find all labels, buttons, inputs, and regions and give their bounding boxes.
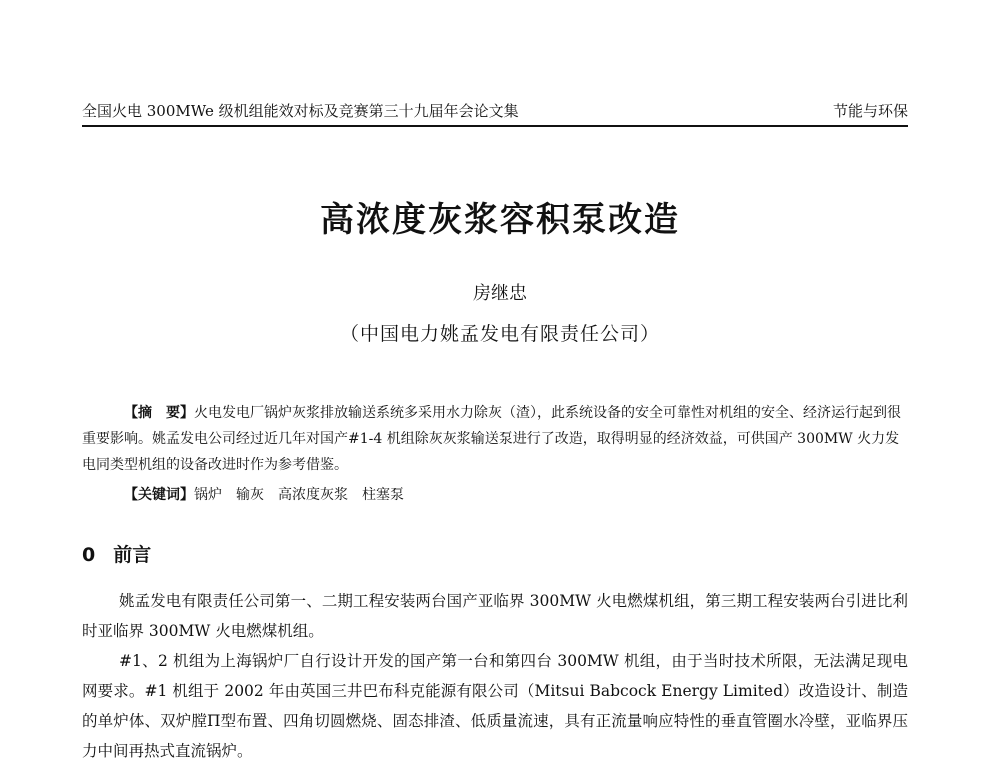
section-number: 0 [82,544,96,566]
section-category: 节能与环保 [832,102,908,120]
keyword: 锅炉 [194,487,222,503]
author: 房继忠 [473,283,527,304]
keyword: 柱塞泵 [362,487,404,503]
section-title: 前言 [113,544,152,566]
abstract-label: 【摘 要】 [124,405,194,421]
keywords [124,482,418,508]
body-paragraph: #1、2 机组为上海锅炉厂自行设计开发的国产第一台和第四台 300MW 机组，由于当时技术所限，无法满足现电网要求。#1 机组于 2002 年由英国三井巴布科克能源有限公司（Mitsui Babcock Energy Limited）改造设计、制造的单炉体、双炉膛Π型布置、四角切圆燃烧、固态排渣、低质量流速，具有正流量响应特性的垂直管圈水冷壁，亚临界压力中间再热式直流锅炉。 [82,652,908,760]
journal-title: 全国火电 300MWe 级机组能效对标及竞赛第三十九届年会论文集 [82,102,519,120]
keyword: 输灰 [236,487,264,503]
header-rule [82,125,908,127]
paper-title: 高浓度灰浆容积泵改造 [320,200,680,240]
body-paragraph: 姚孟发电有限责任公司第一、二期工程安装两台国产亚临界 300MW 火电燃煤机组，第三期工程安装两台引进比利时亚临界 300MW 火电燃煤机组。 [82,592,908,640]
section-heading [82,540,151,567]
affiliation: （中国电力姚孟发电有限责任公司） [339,323,660,345]
keyword: 高浓度灰浆 [278,487,348,503]
abstract [82,400,908,478]
keywords-label: 【关键词】 [124,487,194,503]
abstract-text: 火电发电厂锅炉灰浆排放输送系统多采用水力除灰（渣），此系统设备的安全可靠性对机组的安全、经济运行起到很重要影响。姚孟发电公司经过近几年对国产#1-4 机组除灰灰浆输送泵进行了改造，取得明显的经济效益，可供国产 300MW 火力发电同类型机组的设备改进时作为参考借鉴。 [82,405,901,473]
